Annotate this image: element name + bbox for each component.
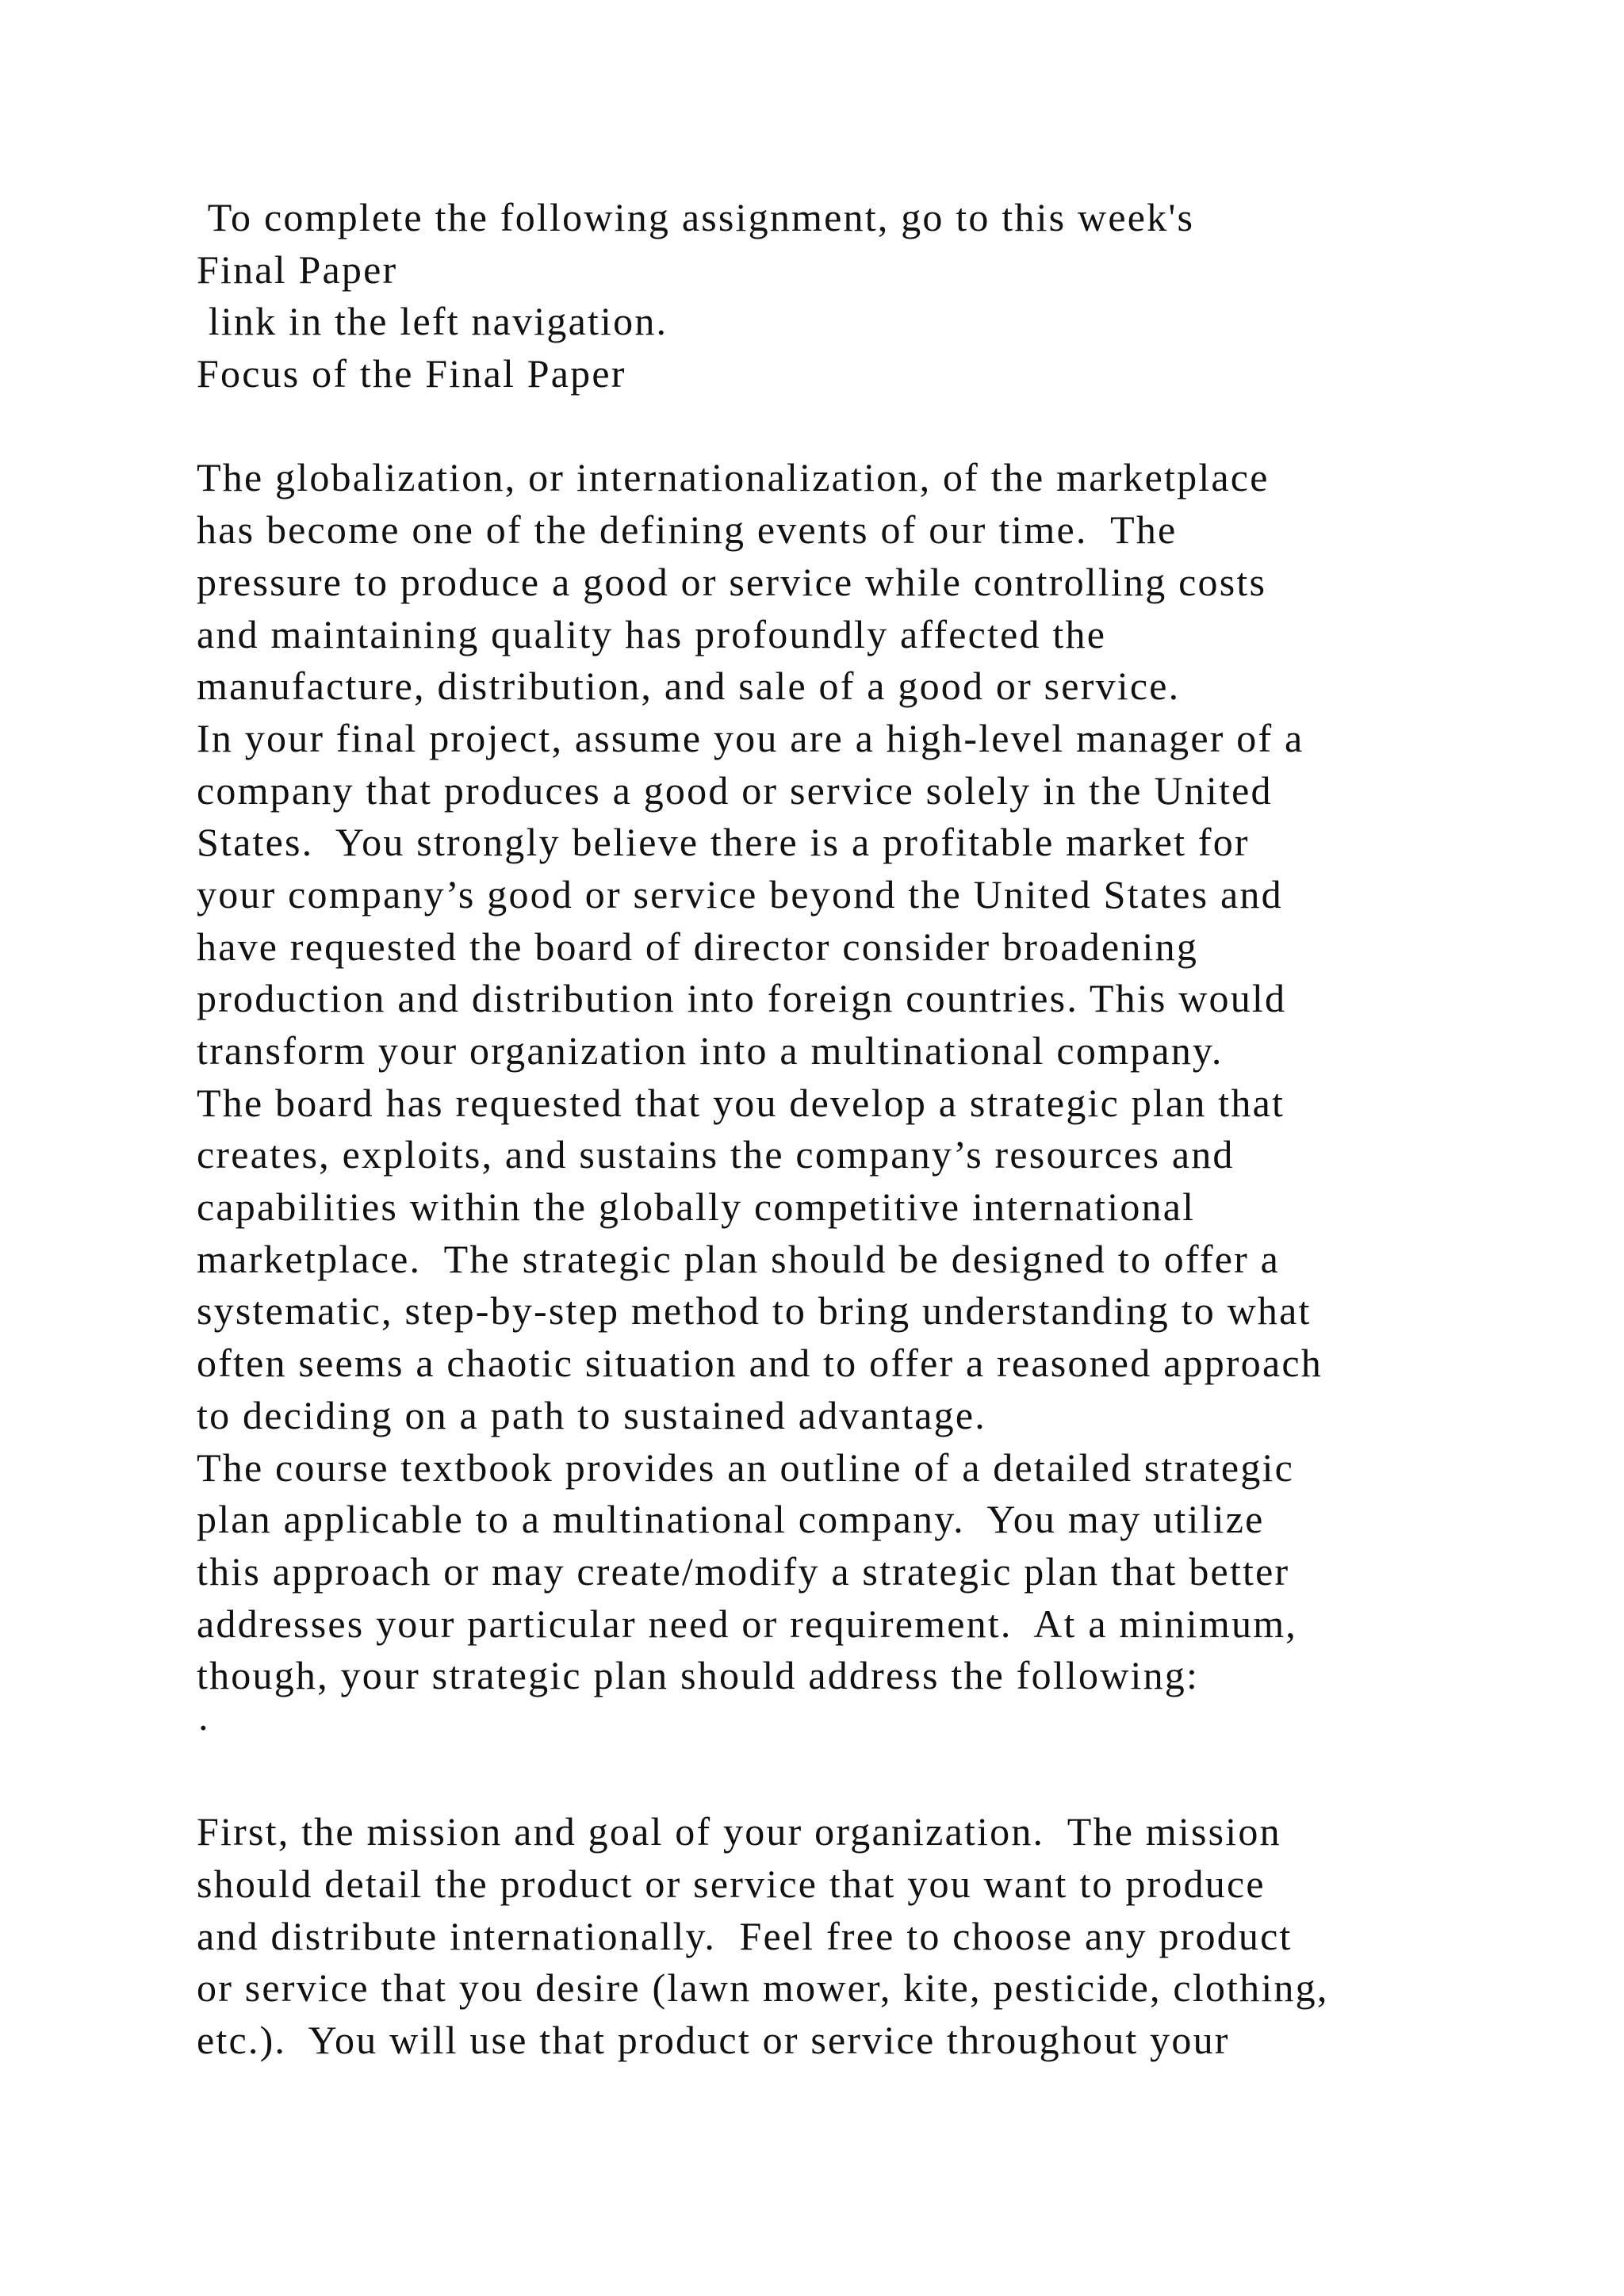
- text-line: Focus of the Final Paper: [197, 351, 626, 396]
- text-line: manufacture, distribution, and sale of a good or service.: [197, 664, 1181, 709]
- text-line: Final Paper: [197, 247, 398, 292]
- text-line: transform your organization into a multinational company.: [197, 1028, 1224, 1073]
- text-line: The globalization, or internationalization, of the marketplace: [197, 455, 1270, 500]
- text-line: plan applicable to a multinational company. You may utilize: [197, 1497, 1265, 1542]
- text-line: States. You strongly believe there is a profitable market for: [197, 820, 1250, 865]
- text-line: addresses your particular need or requirement. At a minimum,: [197, 1601, 1297, 1646]
- text-line: marketplace. The strategic plan should be designed to offer a: [197, 1236, 1281, 1281]
- text-line: and maintaining quality has profoundly affected the: [197, 611, 1107, 656]
- text-line: though, your strategic plan should address the following:: [197, 1653, 1200, 1698]
- text-line: The course textbook provides an outline of a detailed strategic: [197, 1445, 1295, 1490]
- text-line: First, the mission and goal of your organization. The mission: [197, 1809, 1281, 1854]
- text-line: pressure to produce a good or service while controlling costs: [197, 559, 1267, 604]
- text-line: creates, exploits, and sustains the company’s resources and: [197, 1132, 1235, 1177]
- text-line: production and distribution into foreign countries. This would: [197, 976, 1287, 1021]
- text-line: should detail the product or service that you want to produce: [197, 1862, 1266, 1906]
- text-line: have requested the board of director consider broadening: [197, 924, 1199, 969]
- text-line: this approach or may create/modify a strategic plan that better: [197, 1548, 1290, 1594]
- text-line: The board has requested that you develop a strategic plan that: [197, 1080, 1285, 1125]
- text-line: company that produces a good or service solely in the United: [197, 767, 1273, 813]
- text-line: often seems a chaotic situation and to offer a reasoned approach: [197, 1341, 1323, 1386]
- text-line: systematic, step-by-step method to bring understanding to what: [197, 1288, 1312, 1334]
- text-line: ·: [197, 1705, 212, 1750]
- text-line: link in the left navigation.: [197, 299, 668, 344]
- text-line: etc.). You will use that product or service throughout your: [197, 2018, 1230, 2063]
- text-line: To complete the following assignment, go to this week's: [197, 195, 1195, 239]
- text-line: your company’s good or service beyond the United States and: [197, 871, 1283, 916]
- text-line: and distribute internationally. Feel free to choose any product: [197, 1913, 1293, 1958]
- text-line: has become one of the defining events of our time. The: [197, 507, 1178, 553]
- document-body: [197, 192, 1592, 2067]
- text-line: [197, 400, 1592, 453]
- text-line: capabilities within the globally competitive international: [197, 1184, 1196, 1230]
- text-line: or service that you desire (lawn mower, kite, pesticide, clothing,: [197, 1965, 1329, 2011]
- text-line: to deciding on a path to sustained advantage.: [197, 1392, 986, 1437]
- text-line: In your final project, assume you are a high-level manager of a: [197, 715, 1304, 760]
- text-line: [197, 1755, 1592, 1807]
